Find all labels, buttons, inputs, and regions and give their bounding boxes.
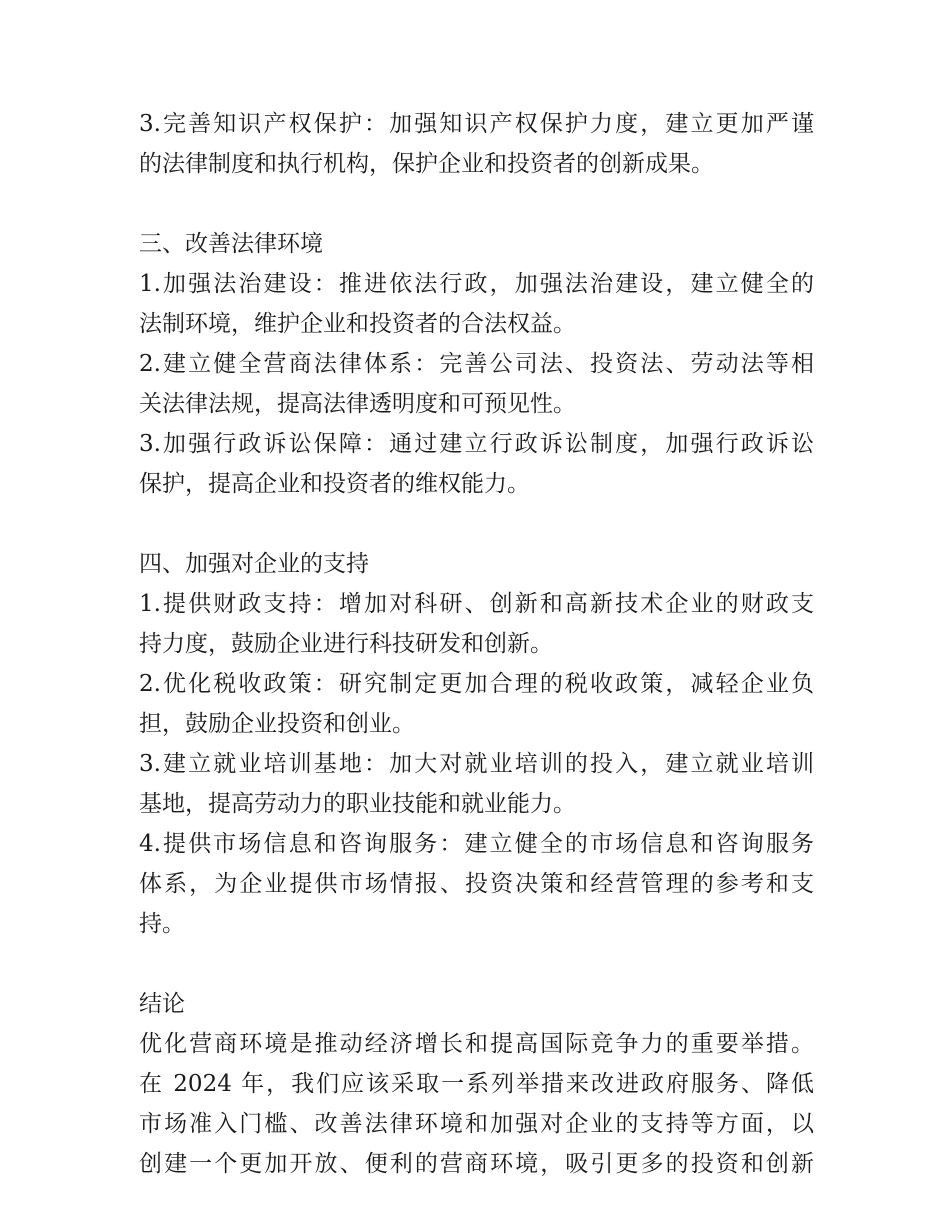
body-line: 2.建立健全营商法律体系：完善公司法、投资法、劳动法等相 — [139, 351, 814, 377]
body-line: 创建一个更加开放、便利的营商环境，吸引更多的投资和创新 — [139, 1151, 814, 1177]
body-line: 关法律法规，提高法律透明度和可预见性。 — [139, 391, 576, 417]
body-line: 在 2024 年，我们应该采取一系列举措来改进政府服务、降低 — [139, 1071, 814, 1097]
paragraph-gap — [139, 944, 814, 984]
market-information-item — [139, 824, 814, 944]
financial-support-item — [139, 584, 814, 664]
paragraph-gap — [139, 504, 814, 544]
conclusion-paragraph — [139, 1024, 814, 1184]
body-line: 3.加强行政诉讼保障：通过建立行政诉讼制度，加强行政诉讼 — [139, 431, 814, 457]
section-heading-text: 三、改善法律环境 — [139, 231, 323, 257]
employment-training-item — [139, 744, 814, 824]
body-line: 市场准入门槛、改善法律环境和加强对企业的支持等方面，以 — [139, 1111, 814, 1137]
body-line: 3.完善知识产权保护：加强知识产权保护力度，建立更加严谨 — [139, 111, 814, 137]
section-heading-text: 结论 — [139, 991, 185, 1017]
body-line: 法制环境，维护企业和投资者的合法权益。 — [139, 311, 576, 337]
body-line: 保护，提高企业和投资者的维权能力。 — [139, 471, 530, 497]
body-line: 持。 — [139, 911, 185, 937]
body-line: 优化营商环境是推动经济增长和提高国际竞争力的重要举措。 — [139, 1031, 814, 1057]
section-heading-text: 四、加强对企业的支持 — [139, 551, 369, 577]
ip-protection-item — [139, 104, 814, 184]
body-line: 3.建立就业培训基地：加大对就业培训的投入，建立就业培训 — [139, 751, 814, 777]
body-line: 担，鼓励企业投资和创业。 — [139, 711, 415, 737]
section-heading — [139, 544, 814, 584]
body-line: 4.提供市场信息和咨询服务：建立健全的市场信息和咨询服务 — [139, 831, 814, 857]
body-line: 1.提供财政支持：增加对科研、创新和高新技术企业的财政支 — [139, 591, 814, 617]
section-heading — [139, 224, 814, 264]
section-heading — [139, 984, 814, 1024]
tax-policy-item — [139, 664, 814, 744]
body-line: 持力度，鼓励企业进行科技研发和创新。 — [139, 631, 553, 657]
body-line: 的法律制度和执行机构，保护企业和投资者的创新成果。 — [139, 151, 714, 177]
body-line: 体系，为企业提供市场情报、投资决策和经营管理的参考和支 — [139, 871, 814, 897]
rule-of-law-item — [139, 264, 814, 344]
business-law-item — [139, 344, 814, 424]
body-line: 1.加强法治建设：推进依法行政，加强法治建设，建立健全的 — [139, 271, 814, 297]
paragraph-gap — [139, 184, 814, 224]
body-line: 2.优化税收政策：研究制定更加合理的税收政策，减轻企业负 — [139, 671, 814, 697]
body-line: 基地，提高劳动力的职业技能和就业能力。 — [139, 791, 576, 817]
administrative-litigation-item — [139, 424, 814, 504]
document-page — [139, 104, 814, 1184]
